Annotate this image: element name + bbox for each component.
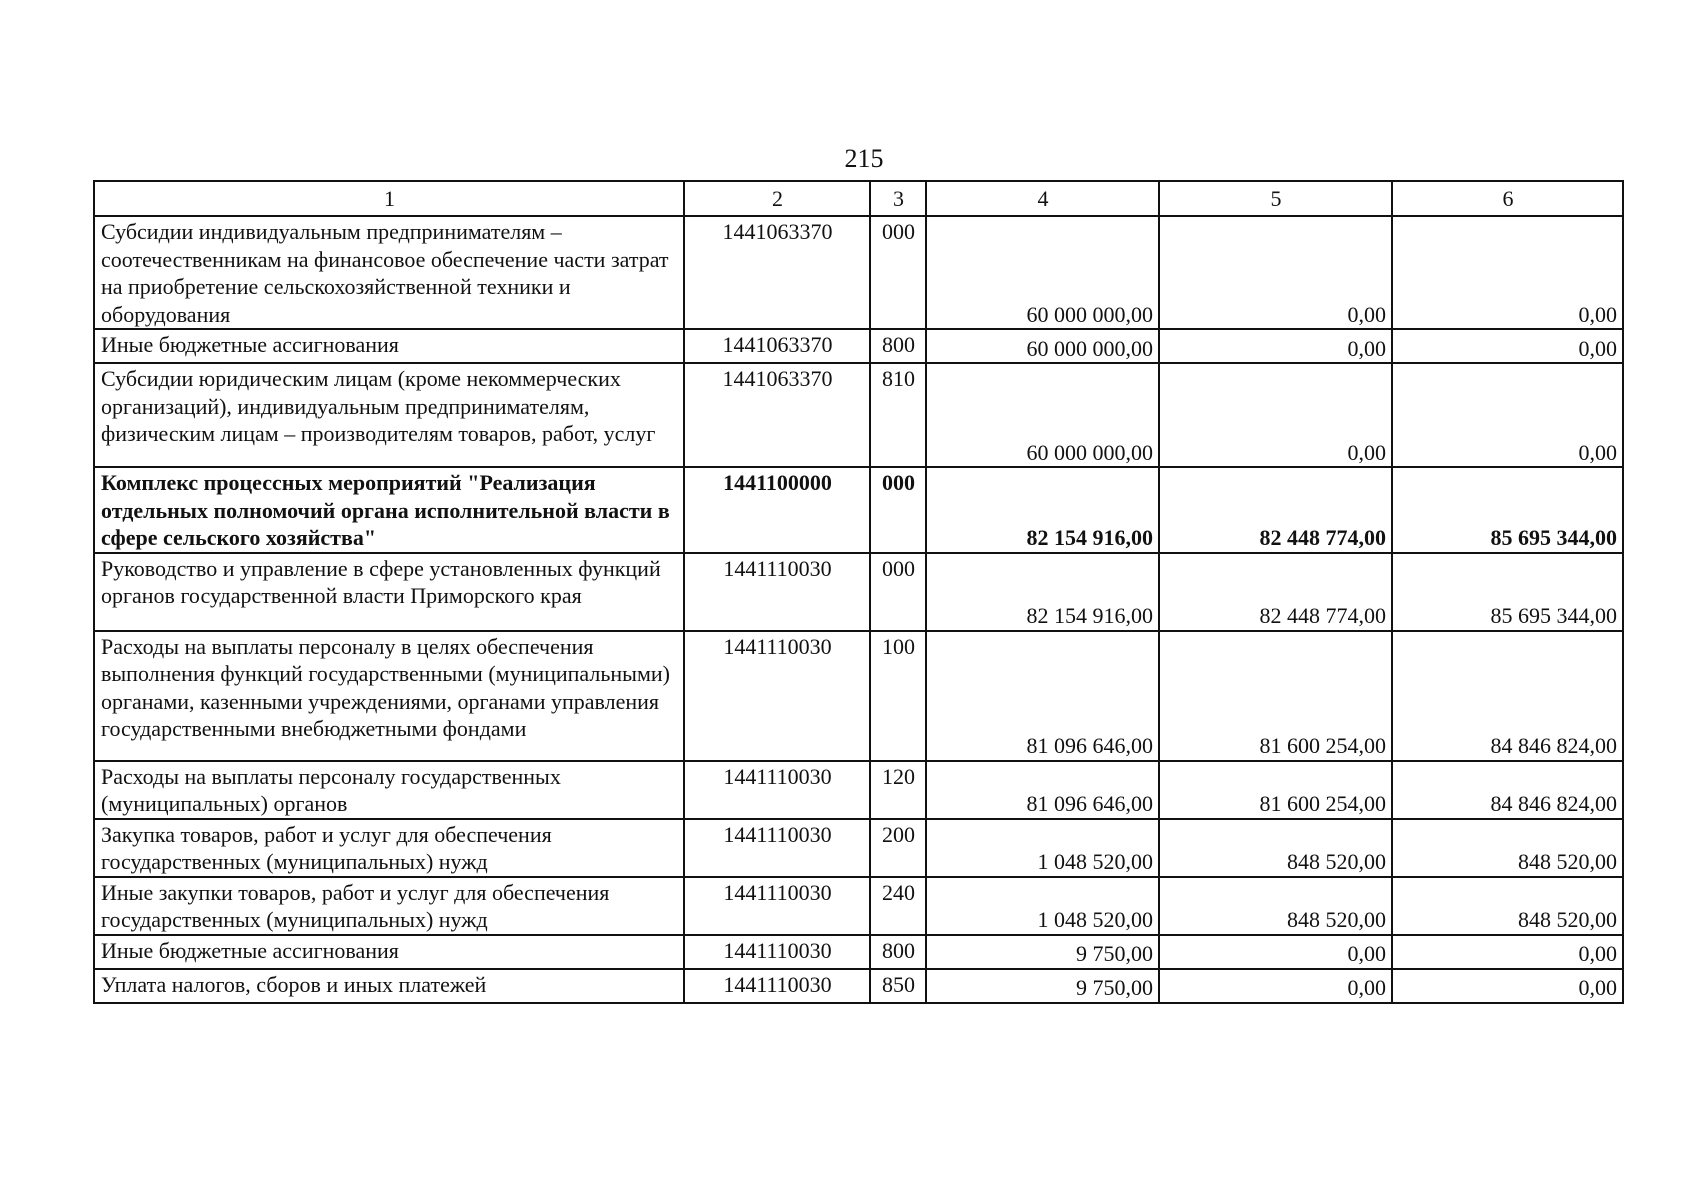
row-code-cell: 1441110030	[684, 877, 870, 935]
row-type-cell: 850	[870, 969, 926, 1003]
row-name-cell: Субсидии индивидуальным предпринимателям – соотечественникам на финансовое обеспечение части затрат на приобретение сельскохозяйственной техники и оборудования	[94, 216, 684, 329]
row-type-cell: 000	[870, 467, 926, 553]
row-amount-5-cell: 0,00	[1159, 969, 1392, 1003]
row-name-cell: Расходы на выплаты персоналу в целях обеспечения выполнения функций государственными (муниципальными) органами, казенными учреждениями, органами управления государственными внебюджетными фондами	[94, 631, 684, 761]
row-amount-5-cell: 82 448 774,00	[1159, 553, 1392, 631]
table-row	[94, 761, 1623, 819]
row-code-cell: 1441110030	[684, 553, 870, 631]
row-amount-5-cell: 0,00	[1159, 216, 1392, 329]
budget-table	[93, 180, 1624, 1004]
row-name-cell: Субсидии юридическим лицам (кроме некоммерческих организаций), индивидуальным предпринимателям, физическим лицам – производителям товаров, работ, услуг	[94, 363, 684, 467]
row-amount-5-cell: 81 600 254,00	[1159, 761, 1392, 819]
table-row	[94, 969, 1623, 1003]
row-name-cell: Комплекс процессных мероприятий "Реализация отдельных полномочий органа исполнительной власти в сфере сельского хозяйства"	[94, 467, 684, 553]
page-number: 215	[844, 144, 884, 173]
row-type-cell: 810	[870, 363, 926, 467]
row-name-cell: Иные закупки товаров, работ и услуг для обеспечения государственных (муниципальных) нужд	[94, 877, 684, 935]
row-amount-5-cell: 848 520,00	[1159, 819, 1392, 877]
table-header-row	[94, 181, 1623, 216]
table-row	[94, 363, 1623, 467]
column-header: 2	[684, 181, 870, 216]
row-amount-6-cell: 848 520,00	[1392, 819, 1623, 877]
row-code-cell: 1441063370	[684, 216, 870, 329]
row-amount-6-cell: 0,00	[1392, 363, 1623, 467]
row-code-cell: 1441110030	[684, 935, 870, 969]
row-code-cell: 1441110030	[684, 631, 870, 761]
row-amount-6-cell: 0,00	[1392, 329, 1623, 363]
row-type-cell: 800	[870, 935, 926, 969]
row-type-cell: 800	[870, 329, 926, 363]
row-amount-6-cell: 0,00	[1392, 935, 1623, 969]
budget-table-body	[94, 181, 1623, 1003]
row-amount-4-cell: 1 048 520,00	[926, 819, 1159, 877]
table-row	[94, 467, 1623, 553]
row-code-cell: 1441063370	[684, 329, 870, 363]
row-amount-5-cell: 0,00	[1159, 363, 1392, 467]
row-name-cell: Закупка товаров, работ и услуг для обеспечения государственных (муниципальных) нужд	[94, 819, 684, 877]
row-name-cell: Иные бюджетные ассигнования	[94, 329, 684, 363]
row-amount-4-cell: 82 154 916,00	[926, 467, 1159, 553]
row-name-cell: Иные бюджетные ассигнования	[94, 935, 684, 969]
row-name-cell: Расходы на выплаты персоналу государственных (муниципальных) органов	[94, 761, 684, 819]
row-name-cell: Руководство и управление в сфере установленных функций органов государственной власти Приморского края	[94, 553, 684, 631]
row-type-cell: 100	[870, 631, 926, 761]
row-amount-5-cell: 0,00	[1159, 329, 1392, 363]
table-row	[94, 216, 1623, 329]
column-header: 3	[870, 181, 926, 216]
row-amount-4-cell: 60 000 000,00	[926, 216, 1159, 329]
row-type-cell: 120	[870, 761, 926, 819]
row-amount-4-cell: 60 000 000,00	[926, 329, 1159, 363]
row-amount-6-cell: 85 695 344,00	[1392, 553, 1623, 631]
row-amount-5-cell: 848 520,00	[1159, 877, 1392, 935]
row-code-cell: 1441063370	[684, 363, 870, 467]
row-code-cell: 1441110030	[684, 819, 870, 877]
row-amount-4-cell: 60 000 000,00	[926, 363, 1159, 467]
row-amount-4-cell: 82 154 916,00	[926, 553, 1159, 631]
row-name-cell: Уплата налогов, сборов и иных платежей	[94, 969, 684, 1003]
row-type-cell: 000	[870, 216, 926, 329]
table-row	[94, 631, 1623, 761]
row-amount-4-cell: 9 750,00	[926, 969, 1159, 1003]
row-amount-5-cell: 0,00	[1159, 935, 1392, 969]
row-type-cell: 000	[870, 553, 926, 631]
column-header: 4	[926, 181, 1159, 216]
row-amount-5-cell: 81 600 254,00	[1159, 631, 1392, 761]
row-amount-6-cell: 84 846 824,00	[1392, 631, 1623, 761]
row-amount-6-cell: 0,00	[1392, 969, 1623, 1003]
column-header: 6	[1392, 181, 1623, 216]
row-amount-4-cell: 9 750,00	[926, 935, 1159, 969]
table-row	[94, 819, 1623, 877]
table-row	[94, 877, 1623, 935]
row-type-cell: 200	[870, 819, 926, 877]
row-amount-6-cell: 85 695 344,00	[1392, 467, 1623, 553]
row-amount-6-cell: 0,00	[1392, 216, 1623, 329]
column-header: 5	[1159, 181, 1392, 216]
row-code-cell: 1441110030	[684, 761, 870, 819]
row-amount-4-cell: 1 048 520,00	[926, 877, 1159, 935]
row-code-cell: 1441110030	[684, 969, 870, 1003]
table-row	[94, 329, 1623, 363]
row-type-cell: 240	[870, 877, 926, 935]
row-amount-6-cell: 848 520,00	[1392, 877, 1623, 935]
row-amount-5-cell: 82 448 774,00	[1159, 467, 1392, 553]
table-row	[94, 935, 1623, 969]
row-amount-4-cell: 81 096 646,00	[926, 631, 1159, 761]
row-code-cell: 1441100000	[684, 467, 870, 553]
table-row	[94, 553, 1623, 631]
row-amount-6-cell: 84 846 824,00	[1392, 761, 1623, 819]
row-amount-4-cell: 81 096 646,00	[926, 761, 1159, 819]
column-header: 1	[94, 181, 684, 216]
